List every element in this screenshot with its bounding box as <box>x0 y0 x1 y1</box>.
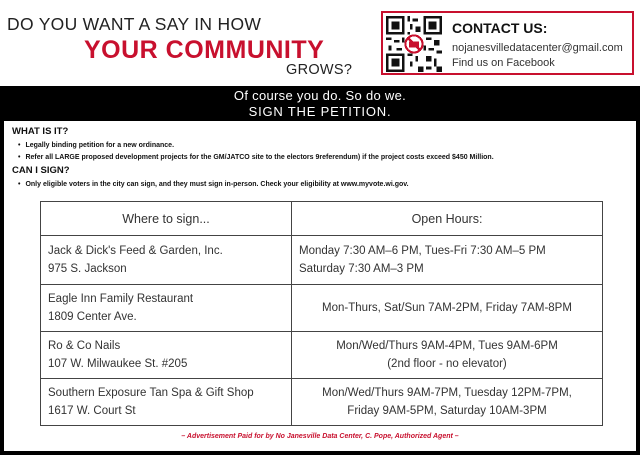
location-cell <box>41 379 292 426</box>
location-address: 1809 Center Ave. <box>48 311 137 323</box>
hours-cell <box>292 285 603 332</box>
location-name: Jack & Dick's Feed & Garden, Inc. <box>48 245 223 257</box>
contact-facebook-link[interactable]: Find us on Facebook <box>452 57 555 69</box>
can-i-sign-heading: CAN I SIGN? <box>12 165 70 176</box>
location-cell <box>41 285 292 332</box>
column-header-hours: Open Hours: <box>292 202 603 236</box>
headline-line-3: GROWS? <box>286 62 353 78</box>
headline-line-1: DO YOU WANT A SAY IN HOW <box>7 14 262 34</box>
location-address: 1617 W. Court St <box>48 405 136 417</box>
location-name: Eagle Inn Family Restaurant <box>48 293 194 305</box>
table-row <box>41 236 603 285</box>
hours-line-2: (2nd floor - no elevator) <box>387 358 507 370</box>
hours-line-1: Monday 7:30 AM–6 PM, Tues-Fri 7:30 AM–5 PM <box>299 245 546 257</box>
location-name: Southern Exposure Tan Spa & Gift Shop <box>48 387 254 399</box>
hours-line-2: Saturday 7:30 AM–3 PM <box>299 263 424 275</box>
hours-line-1: Mon/Wed/Thurs 9AM-7PM, Tuesday 12PM-7PM, <box>322 387 572 399</box>
info-panel <box>4 121 636 451</box>
location-address: 107 W. Milwaukee St. #205 <box>48 358 188 370</box>
hours-line-1: Mon-Thurs, Sat/Sun 7AM-2PM, Friday 7AM-8PM <box>322 302 572 314</box>
location-name: Ro & Co Nails <box>48 340 121 352</box>
petition-banner <box>0 86 640 120</box>
hours-line-2: Friday 9AM-5PM, Saturday 10AM-3PM <box>347 405 547 417</box>
hours-cell <box>292 236 603 285</box>
banner-line-2: SIGN THE PETITION. <box>248 104 392 119</box>
contact-title: CONTACT US: <box>452 20 548 36</box>
table-row <box>41 379 603 426</box>
table-header-row <box>41 202 603 236</box>
paid-advertisement-footer: – Advertisement Paid for by No Janesville Data Center, C. Pope, Authorized Agent – <box>181 433 459 440</box>
table-row <box>41 332 603 379</box>
contact-email-link[interactable]: nojanesvilledatacenter@gmail.com <box>452 42 623 54</box>
column-header-where: Where to sign... <box>41 202 292 236</box>
table-row <box>41 285 603 332</box>
location-address: 975 S. Jackson <box>48 263 127 275</box>
hours-cell <box>292 332 603 379</box>
what-is-it-heading: WHAT IS IT? <box>12 126 69 137</box>
hours-line-1: Mon/Wed/Thurs 9AM-4PM, Tues 9AM-6PM <box>336 340 558 352</box>
headline-line-2: YOUR COMMUNITY <box>84 36 325 64</box>
qr-code-icon[interactable] <box>386 16 442 72</box>
header-area <box>0 0 640 86</box>
what-bullet-1: • Legally binding petition for a new ordinance. <box>18 142 174 149</box>
location-cell <box>41 236 292 285</box>
banner-line-1: Of course you do. So do we. <box>233 88 407 103</box>
hours-cell <box>292 379 603 426</box>
signing-locations-table <box>40 201 603 426</box>
can-bullet-1: • Only eligible voters in the city can sign, and they must sign in-person. Check your eligibility at www.myvote.wi.gov. <box>18 181 409 188</box>
contact-box <box>381 11 634 75</box>
what-bullet-2: • Refer all LARGE proposed development projects for the GM/JATCO site to the electors 9referendum) if the project costs exceed $450 Million. <box>18 154 494 161</box>
location-cell <box>41 332 292 379</box>
